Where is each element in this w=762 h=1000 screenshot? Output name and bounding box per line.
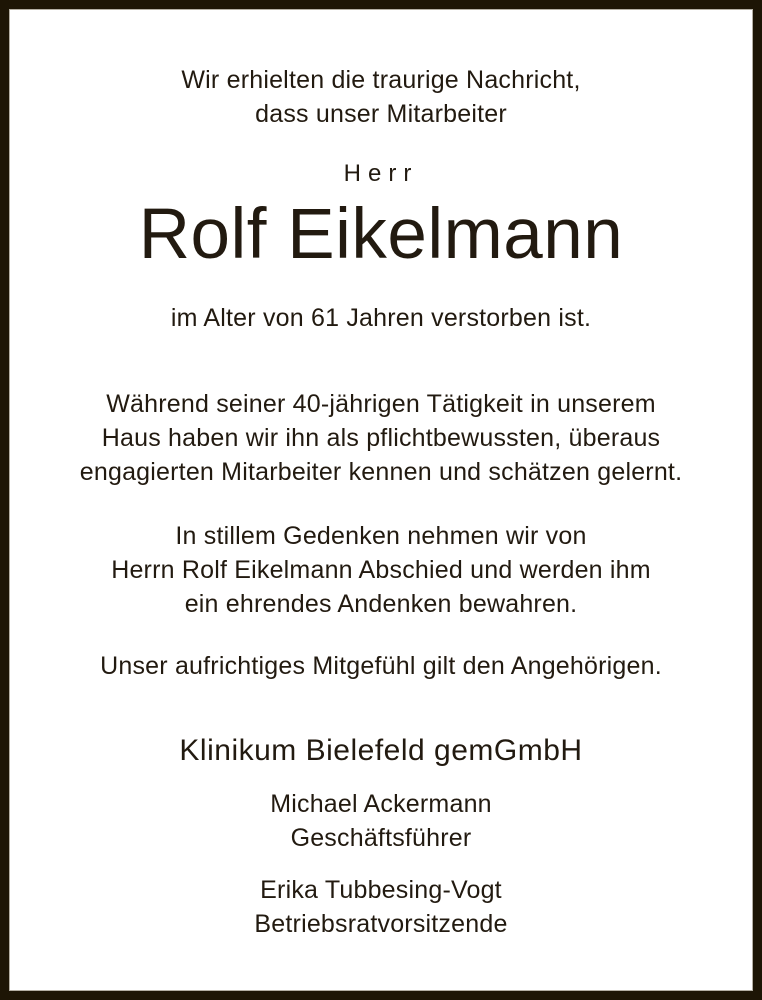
signatory [9,787,753,855]
farewell-line: ein ehrendes Andenken bewahren. [184,590,578,618]
signatory-role: Betriebsratvorsitzende [254,910,508,938]
signatory-name: Michael Ackermann [270,790,492,818]
intro-paragraph [9,63,753,131]
farewell-line: Herrn Rolf Eikelmann Abschied und werden ihm [111,556,651,584]
salutation: Herr [343,160,419,187]
intro-line: Wir erhielten die traurige Nachricht, [181,66,581,94]
condolence-line: Unser aufrichtiges Mitgefühl gilt den Angehörigen. [100,652,662,680]
farewell-paragraph [9,519,753,621]
deceased-name: Rolf Eikelmann [138,195,624,274]
tribute-line: Während seiner 40-jährigen Tätigkeit in unserem [106,390,656,418]
condolence-paragraph [9,649,753,683]
farewell-line: In stillem Gedenken nehmen wir von [175,522,587,550]
obituary-content [9,9,753,991]
tribute-line: engagierten Mitarbeiter kennen und schätzen gelernt. [79,458,683,486]
signatory [9,873,753,941]
signatory-name: Erika Tubbesing-Vogt [260,876,502,904]
signatory-role: Geschäftsführer [290,824,472,852]
age-line: im Alter von 61 Jahren verstorben ist. [170,304,592,332]
tribute-line: Haus haben wir ihn als pflichtbewussten, überaus [101,424,661,452]
organization-name: Klinikum Bielefeld gemGmbH [179,734,583,767]
tribute-paragraph [9,387,753,489]
intro-line: dass unser Mitarbeiter [255,100,507,128]
